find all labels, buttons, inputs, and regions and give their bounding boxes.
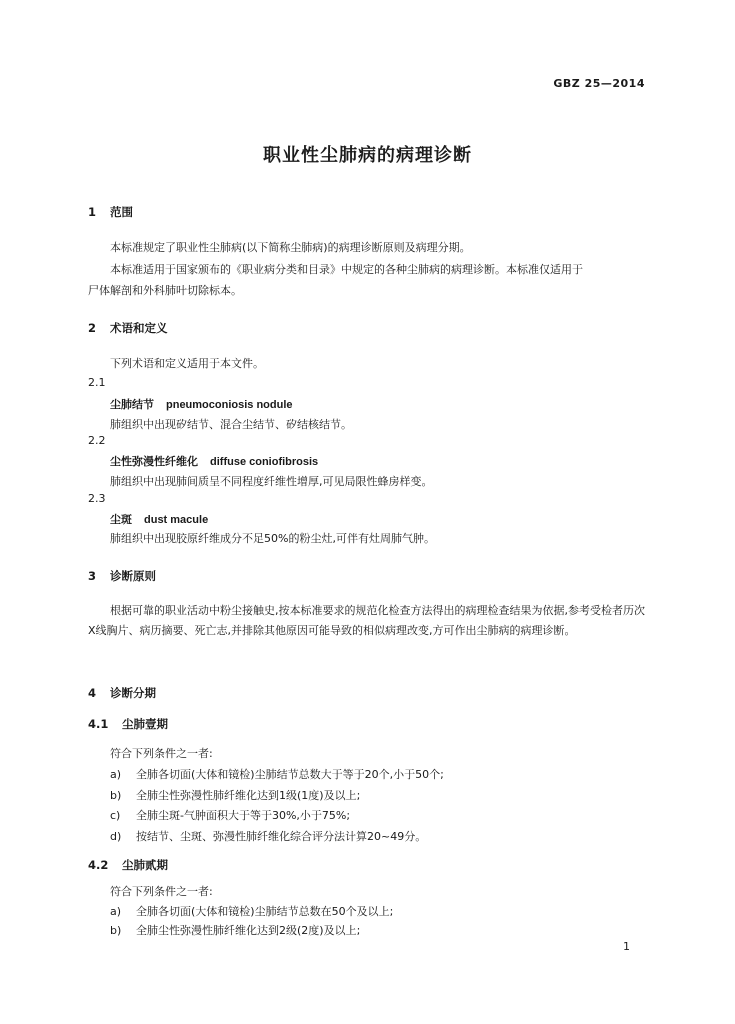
subsection-4-1-heading [88,716,168,732]
term-en: diffuse coniofibrosis [210,456,319,468]
term-en: pneumoconiosis nodule [166,399,293,411]
term-definition: 肺组织中出现胶原纤维成分不足50%的粉尘灶,可伴有灶周肺气肿。 [110,532,435,545]
list-marker: b) [110,789,122,802]
section-title: 诊断原则 [110,569,156,583]
page-number: 1 [623,940,630,953]
section-title: 诊断分期 [110,686,156,700]
section-3-paragraph: 根据可靠的职业活动中粉尘接触史,按本标准要求的规范化检查方法得出的病理检查结果为依据,参考受检者历次X线胸片、病历摘要、死亡志,并排除其他原因可能导致的相似病理改变,方可作出尘肺病的病理诊断。 [88,604,645,637]
standard-code: GBZ 25—2014 [553,77,645,90]
section-1-paragraph-2-line-2: 尸体解剖和外科肺叶切除标本。 [88,284,242,297]
list-item [110,766,444,782]
list-text: 按结节、尘斑、弥漫性肺纤维化综合评分法计算20~49分。 [136,830,427,843]
list-item [110,807,350,823]
list-text: 全肺各切面(大体和镜检)尘肺结节总数在50个及以上; [136,905,394,918]
section-4-heading [88,685,156,701]
subsection-4-2-heading [88,857,168,873]
list-item [110,787,360,803]
subsection-number: 4.2 [88,858,109,872]
section-number: 2 [88,321,97,335]
term-title [110,511,208,527]
subsection-title: 尘肺壹期 [122,717,168,731]
section-3-heading [88,568,156,584]
term-zh: 尘性弥漫性纤维化 [110,455,198,468]
term-number: 2.3 [88,492,106,505]
section-number: 3 [88,569,97,583]
section-1-paragraph-1: 本标准规定了职业性尘肺病(以下简称尘肺病)的病理诊断原则及病理分期。 [110,241,471,254]
list-text: 全肺尘性弥漫性肺纤维化达到1级(1度)及以上; [136,789,361,802]
document-title: 职业性尘肺病的病理诊断 [263,145,472,166]
term-definition: 肺组织中出现肺间质呈不同程度纤维性增厚,可见局限性蜂房样变。 [110,475,433,488]
section-1-heading [88,204,133,220]
section-number: 4 [88,686,97,700]
subsection-intro: 符合下列条件之一者: [110,885,213,898]
list-text: 全肺各切面(大体和镜检)尘肺结节总数大于等于20个,小于50个; [136,768,444,781]
term-number: 2.1 [88,376,106,389]
list-marker: a) [110,905,122,918]
term-title [110,453,318,469]
section-2-heading [88,320,168,336]
list-marker: d) [110,830,122,843]
term-en: dust macule [144,514,209,526]
subsection-number: 4.1 [88,717,109,731]
list-marker: c) [110,809,121,822]
list-item [110,903,393,919]
list-item [110,828,426,844]
section-number: 1 [88,205,97,219]
list-text: 全肺尘性弥漫性肺纤维化达到2级(2度)及以上; [136,924,361,937]
term-number: 2.2 [88,434,106,447]
term-title [110,396,293,412]
section-title: 范围 [110,205,133,219]
list-marker: b) [110,924,122,937]
section-title: 术语和定义 [110,321,168,335]
subsection-title: 尘肺贰期 [122,858,168,872]
section-1-paragraph-2-line-1: 本标准适用于国家颁布的《职业病分类和目录》中规定的各种尘肺病的病理诊断。本标准仅适用于 [110,263,583,276]
list-item [110,922,360,938]
subsection-intro: 符合下列条件之一者: [110,747,213,760]
list-marker: a) [110,768,122,781]
list-text: 全肺尘斑-气肿面积大于等于30%,小于75%; [136,809,351,822]
term-zh: 尘肺结节 [110,398,154,411]
term-definition: 肺组织中出现矽结节、混合尘结节、矽结核结节。 [110,418,352,431]
section-2-intro: 下列术语和定义适用于本文件。 [110,357,264,370]
term-zh: 尘斑 [110,513,132,526]
